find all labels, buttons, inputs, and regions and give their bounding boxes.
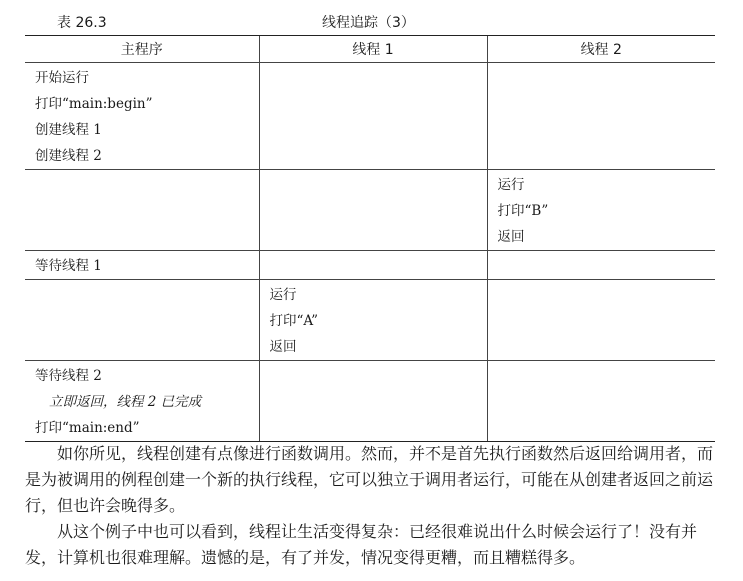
- trace-line: 创建线程 1: [35, 122, 102, 138]
- header-thread-1: 线程 1: [259, 36, 487, 63]
- thread-trace-table: [25, 35, 715, 442]
- trace-line: 打印“B”: [497, 203, 549, 219]
- table-row: [25, 170, 715, 251]
- cell-thread-2: [487, 63, 715, 170]
- trace-line: 开始运行: [35, 70, 89, 86]
- trace-line: 等待线程 2: [35, 368, 102, 384]
- header-main: 主程序: [25, 36, 259, 63]
- cell-main: [25, 170, 259, 251]
- trace-line: 运行: [269, 287, 297, 303]
- cell-thread-1: [259, 251, 487, 280]
- cell-main: [25, 361, 259, 442]
- table-header-row: [25, 36, 715, 63]
- cell-thread-1: [259, 361, 487, 442]
- cell-main: [25, 251, 259, 280]
- table-row: [25, 63, 715, 170]
- cell-thread-2: [487, 170, 715, 251]
- trace-line: 打印“A”: [269, 313, 319, 329]
- table-caption: [0, 12, 743, 30]
- cell-thread-1: [259, 170, 487, 251]
- paragraph: 从这个例子中也可以看到，线程让生活变得复杂：已经很难说出什么时候会运行了！没有并发，计算机也很难理解。遗憾的是，有了并发，情况变得更糟，而且糟糕得多。: [25, 522, 698, 567]
- cell-thread-2: [487, 251, 715, 280]
- table-title: 线程追踪（3）: [322, 15, 415, 31]
- cell-thread-2: [487, 361, 715, 442]
- trace-line: 运行: [497, 177, 525, 193]
- table-row: [25, 361, 715, 442]
- trace-line: 返回: [269, 339, 297, 355]
- trace-line: 打印“main:end”: [35, 420, 140, 436]
- body-text: [25, 441, 717, 571]
- header-thread-2: 线程 2: [487, 36, 715, 63]
- cell-main: [25, 63, 259, 170]
- table-number: 表 26.3: [57, 15, 107, 31]
- table-row: [25, 251, 715, 280]
- cell-main: [25, 280, 259, 361]
- trace-line: 返回: [497, 229, 525, 245]
- cell-thread-1: [259, 280, 487, 361]
- paragraph: 如你所见，线程创建有点像进行函数调用。然而，并不是首先执行函数然后返回给调用者，而是为被调用的例程创建一个新的执行线程，它可以独立于调用者运行，可能在从创建者返回之前运行，但也许会晚得多。: [25, 444, 714, 515]
- table-row: [25, 280, 715, 361]
- trace-line: 等待线程 1: [35, 258, 102, 274]
- trace-line: 创建线程 2: [35, 148, 102, 164]
- trace-line: 打印“main:begin”: [35, 96, 153, 112]
- trace-note: 立即返回，线程 2 已完成: [49, 394, 202, 410]
- cell-thread-2: [487, 280, 715, 361]
- cell-thread-1: [259, 63, 487, 170]
